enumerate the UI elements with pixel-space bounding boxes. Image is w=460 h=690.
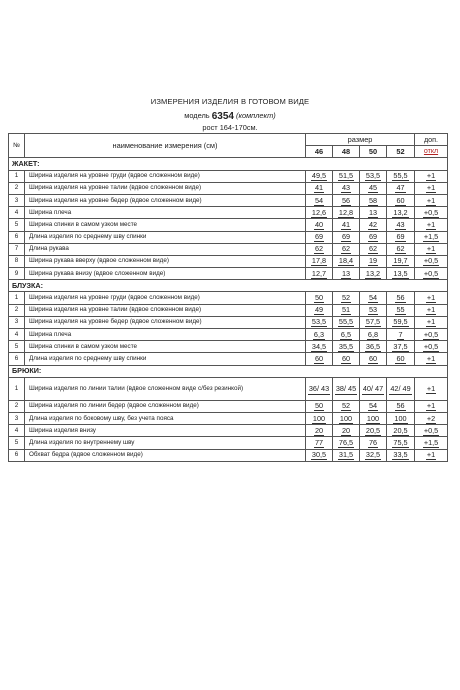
size-value: 55,5	[338, 317, 354, 327]
size-header: 46	[306, 146, 333, 158]
table-row	[9, 412, 448, 424]
size-value-cell	[306, 243, 333, 255]
tolerance-value: +1	[426, 244, 436, 254]
tolerance-value: +0,5	[423, 207, 439, 217]
size-value-cell	[306, 449, 333, 461]
row-number: 1	[9, 292, 25, 304]
tolerance-value: +1	[426, 219, 436, 229]
table-row	[9, 292, 448, 304]
document-header	[0, 97, 460, 132]
row-number: 4	[9, 207, 25, 219]
tolerance-cell	[415, 449, 448, 461]
size-value: 32,5	[365, 450, 381, 460]
size-value: 62	[368, 244, 378, 254]
table-row	[9, 231, 448, 243]
size-value-cell	[306, 194, 333, 206]
row-number: 3	[9, 194, 25, 206]
size-value: 100	[366, 413, 380, 423]
size-value: 69	[396, 232, 405, 242]
model-prefix: модель	[184, 111, 210, 120]
table-row	[9, 268, 448, 280]
size-value: 41	[341, 219, 351, 229]
tolerance-value: +2	[426, 413, 436, 423]
size-value: 13,2	[393, 207, 408, 217]
size-value-cell	[333, 170, 360, 182]
tolerance-value: +1,5	[423, 437, 439, 447]
size-value-cell	[333, 182, 360, 194]
size-value-cell	[387, 425, 415, 437]
size-value-cell	[360, 231, 387, 243]
size-value: 36/ 43	[308, 383, 330, 393]
size-value: 20	[341, 425, 351, 435]
size-value: 42	[368, 219, 378, 229]
col-header-dop: доп.	[415, 134, 448, 146]
size-value: 69	[368, 232, 378, 242]
size-value-cell	[306, 182, 333, 194]
size-value: 60	[341, 353, 351, 363]
size-value-cell	[387, 329, 415, 341]
table-row	[9, 329, 448, 341]
size-value: 54	[368, 401, 378, 411]
tolerance-value: +1	[426, 383, 436, 393]
size-value: 12,7	[311, 268, 327, 278]
size-value: 76,5	[338, 437, 354, 447]
section-header-row	[9, 280, 448, 292]
measurement-name: Длина изделия по среднему шву спинки	[25, 353, 306, 365]
size-value-cell	[360, 425, 387, 437]
size-value-cell	[333, 268, 360, 280]
row-number: 2	[9, 182, 25, 194]
section-header-row	[9, 158, 448, 170]
size-value-cell	[333, 377, 360, 400]
table-row	[9, 449, 448, 461]
size-value-cell	[306, 170, 333, 182]
measurement-name: Ширина изделия на уровне талии (вдвое сложенном виде)	[25, 304, 306, 316]
size-value: 56	[341, 195, 351, 205]
size-value-cell	[306, 219, 333, 231]
size-value: 50	[314, 401, 324, 411]
measurement-name: Длина изделия по среднему шву спинки	[25, 231, 306, 243]
tolerance-value: +0,5	[423, 425, 439, 435]
size-value: 35,5	[338, 341, 354, 351]
table-row	[9, 353, 448, 365]
size-value-cell	[387, 231, 415, 243]
size-value-cell	[387, 449, 415, 461]
size-value-cell	[333, 449, 360, 461]
size-value: 59,5	[393, 317, 408, 327]
row-number: 2	[9, 304, 25, 316]
tolerance-value: +1	[426, 450, 436, 460]
tolerance-cell	[415, 207, 448, 219]
size-value: 19,7	[393, 256, 408, 266]
size-value-cell	[306, 400, 333, 412]
size-value: 53,5	[365, 171, 381, 181]
model-suffix: (комплект)	[236, 111, 276, 120]
size-value: 43	[341, 183, 351, 193]
size-value: 75,5	[393, 437, 408, 447]
row-number: 4	[9, 329, 25, 341]
size-value-cell	[306, 255, 333, 267]
size-value-cell	[360, 170, 387, 182]
size-value: 31,5	[338, 450, 354, 460]
row-number: 8	[9, 255, 25, 267]
tolerance-value: +1	[426, 195, 436, 205]
size-value: 40	[314, 219, 324, 229]
measurement-name: Ширина плеча	[25, 207, 306, 219]
size-value-cell	[333, 243, 360, 255]
table-row	[9, 425, 448, 437]
size-value-cell	[360, 437, 387, 449]
table-row	[9, 207, 448, 219]
size-value: 6,8	[367, 329, 379, 339]
size-value-cell	[333, 207, 360, 219]
size-value: 33,5	[393, 450, 408, 460]
table-row	[9, 400, 448, 412]
size-value: 12,8	[338, 207, 354, 217]
size-value-cell	[387, 268, 415, 280]
size-value: 51	[341, 305, 351, 315]
measurement-name: Ширина изделия по линии бедер (вдвое сложенном виде)	[25, 400, 306, 412]
size-value-cell	[360, 341, 387, 353]
measurement-name: Ширина изделия на уровне груди (вдвое сложенном виде)	[25, 170, 306, 182]
tolerance-cell	[415, 231, 448, 243]
size-value: 13	[341, 268, 351, 278]
measurement-name: Обхват бедра (вдвое сложенном виде)	[25, 449, 306, 461]
size-value-cell	[333, 304, 360, 316]
size-value-cell	[387, 437, 415, 449]
size-value-cell	[306, 329, 333, 341]
row-number: 1	[9, 170, 25, 182]
size-value-cell	[333, 400, 360, 412]
size-value-cell	[306, 341, 333, 353]
row-number: 3	[9, 412, 25, 424]
size-value-cell	[333, 292, 360, 304]
size-value-cell	[360, 377, 387, 400]
size-value: 56	[396, 401, 405, 411]
measurement-name: Ширина изделия по линии талии (вдвое сложенном виде с/без резинкой)	[25, 377, 306, 400]
size-value: 54	[314, 195, 324, 205]
size-value-cell	[387, 207, 415, 219]
row-number: 2	[9, 400, 25, 412]
row-number: 7	[9, 243, 25, 255]
tolerance-value: +1	[426, 183, 436, 193]
table-row	[9, 194, 448, 206]
tolerance-value: +1	[426, 401, 436, 411]
size-value-cell	[360, 304, 387, 316]
size-header: 52	[387, 146, 415, 158]
table-row	[9, 182, 448, 194]
size-value: 51,5	[338, 171, 354, 181]
size-value-cell	[360, 449, 387, 461]
size-value: 54	[368, 293, 378, 303]
size-value: 41	[314, 183, 324, 193]
tolerance-value: +1	[426, 317, 436, 327]
size-value: 36,5	[365, 341, 381, 351]
size-value: 45	[368, 183, 378, 193]
height-range: рост 164-170см.	[202, 123, 258, 132]
col-header-num: №	[9, 134, 25, 158]
size-value-cell	[387, 341, 415, 353]
row-number: 9	[9, 268, 25, 280]
size-value: 49	[314, 305, 324, 315]
size-value: 30,5	[311, 450, 327, 460]
size-value-cell	[306, 377, 333, 400]
size-value: 55	[396, 305, 405, 315]
size-value: 34,5	[311, 341, 327, 351]
size-value-cell	[360, 329, 387, 341]
table-row	[9, 341, 448, 353]
size-header: 48	[333, 146, 360, 158]
size-value: 56	[396, 293, 405, 303]
tolerance-cell	[415, 316, 448, 328]
tolerance-value: +1	[426, 305, 436, 315]
measurement-name: Ширина изделия внизу	[25, 425, 306, 437]
section-title: ЖАКЕТ:	[9, 158, 448, 170]
size-value: 100	[312, 413, 326, 423]
tolerance-cell	[415, 329, 448, 341]
size-value-cell	[387, 255, 415, 267]
size-value-cell	[360, 412, 387, 424]
col-header-otkl: откл	[415, 146, 448, 158]
size-value-cell	[387, 243, 415, 255]
size-value-cell	[333, 329, 360, 341]
measurement-name: Длина рукава	[25, 243, 306, 255]
size-value: 18,4	[338, 256, 354, 266]
tolerance-cell	[415, 255, 448, 267]
table-row	[9, 219, 448, 231]
size-value-cell	[306, 304, 333, 316]
size-value-cell	[387, 353, 415, 365]
tolerance-cell	[415, 170, 448, 182]
tolerance-value: +0,5	[423, 256, 439, 266]
size-value: 53	[368, 305, 378, 315]
row-number: 6	[9, 231, 25, 243]
size-value: 62	[314, 244, 324, 254]
size-value: 60	[396, 353, 405, 363]
size-value-cell	[333, 425, 360, 437]
size-value: 55,5	[393, 171, 408, 181]
tolerance-value: +1,5	[423, 232, 439, 242]
measurement-name: Ширина плеча	[25, 329, 306, 341]
tolerance-value: +0,5	[423, 329, 439, 339]
size-value: 77	[314, 437, 324, 447]
tolerance-value: +1	[426, 171, 436, 181]
tolerance-value: +1	[426, 353, 436, 363]
size-value-cell	[360, 194, 387, 206]
row-number: 5	[9, 341, 25, 353]
measurement-name: Ширина спинки в самом узком месте	[25, 219, 306, 231]
table-row	[9, 170, 448, 182]
measurement-name: Ширина рукава внизу (вдвое сложенном виде)	[25, 268, 306, 280]
size-value: 20,5	[393, 425, 408, 435]
tolerance-cell	[415, 353, 448, 365]
row-number: 6	[9, 449, 25, 461]
size-value: 17,8	[311, 256, 327, 266]
size-value-cell	[360, 243, 387, 255]
size-value-cell	[333, 316, 360, 328]
measurement-name: Длина изделия по внутреннему шву	[25, 437, 306, 449]
size-value: 6,5	[340, 329, 352, 339]
size-value: 37,5	[393, 341, 408, 351]
size-value: 43	[396, 219, 405, 229]
size-value-cell	[306, 412, 333, 424]
col-header-name: наименование измерения (см)	[25, 134, 306, 158]
tolerance-cell	[415, 437, 448, 449]
size-value-cell	[306, 231, 333, 243]
size-value-cell	[306, 207, 333, 219]
section-title: БЛУЗКА:	[9, 280, 448, 292]
size-value: 100	[339, 413, 353, 423]
size-value-cell	[360, 268, 387, 280]
table-row	[9, 316, 448, 328]
tolerance-cell	[415, 377, 448, 400]
measurement-name: Ширина изделия на уровне талии (вдвое сложенном виде)	[25, 182, 306, 194]
tolerance-cell	[415, 304, 448, 316]
table-row	[9, 304, 448, 316]
row-number: 4	[9, 425, 25, 437]
section-title: БРЮКИ:	[9, 365, 448, 377]
tolerance-cell	[415, 243, 448, 255]
size-value: 20,5	[365, 425, 381, 435]
tolerance-value: +0,5	[423, 341, 439, 351]
size-value: 53,5	[311, 317, 327, 327]
measurement-name: Ширина изделия на уровне груди (вдвое сложенном виде)	[25, 292, 306, 304]
size-value-cell	[360, 353, 387, 365]
size-value: 58	[368, 195, 378, 205]
size-value-cell	[360, 400, 387, 412]
size-value: 52	[341, 293, 351, 303]
table-row	[9, 255, 448, 267]
size-value: 60	[396, 195, 405, 205]
size-value-cell	[333, 412, 360, 424]
row-number: 5	[9, 437, 25, 449]
tolerance-cell	[415, 341, 448, 353]
model-number: 6354	[211, 111, 234, 122]
size-value-cell	[360, 316, 387, 328]
size-value: 38/ 45	[335, 383, 357, 393]
size-value-cell	[333, 194, 360, 206]
tolerance-value: +0,5	[423, 268, 439, 278]
size-value: 100	[394, 413, 407, 423]
size-value: 57,5	[365, 317, 381, 327]
tolerance-cell	[415, 182, 448, 194]
size-value-cell	[360, 207, 387, 219]
row-number: 6	[9, 353, 25, 365]
size-value-cell	[333, 437, 360, 449]
table-row	[9, 377, 448, 400]
size-value-cell	[387, 194, 415, 206]
size-value: 50	[314, 293, 324, 303]
size-value: 76	[368, 437, 378, 447]
size-value: 19	[368, 256, 378, 266]
size-value-cell	[306, 316, 333, 328]
size-value: 69	[341, 232, 351, 242]
col-header-size: размер	[306, 134, 415, 146]
size-value-cell	[333, 353, 360, 365]
measurement-name: Длина изделия по боковому шву, без учета пояса	[25, 412, 306, 424]
size-value-cell	[387, 304, 415, 316]
size-value-cell	[306, 353, 333, 365]
size-header: 50	[360, 146, 387, 158]
size-value: 52	[341, 401, 351, 411]
size-value: 13,5	[393, 268, 408, 278]
measurement-name: Ширина спинки в самом узком месте	[25, 341, 306, 353]
size-value-cell	[360, 292, 387, 304]
size-value: 69	[314, 232, 324, 242]
row-number: 5	[9, 219, 25, 231]
tolerance-cell	[415, 292, 448, 304]
size-value-cell	[387, 182, 415, 194]
size-value-cell	[306, 425, 333, 437]
size-value-cell	[387, 219, 415, 231]
size-value: 62	[341, 244, 351, 254]
tolerance-cell	[415, 400, 448, 412]
size-value: 12,6	[311, 207, 327, 217]
table-row	[9, 437, 448, 449]
size-value-cell	[333, 219, 360, 231]
tolerance-cell	[415, 268, 448, 280]
measurement-name: Ширина изделия на уровне бедер (вдвое сложенном виде)	[25, 194, 306, 206]
measurements-table	[8, 133, 448, 462]
size-value: 13,2	[365, 268, 381, 278]
size-value-cell	[306, 268, 333, 280]
measurement-name: Ширина изделия на уровне бедер (вдвое сложенном виде)	[25, 316, 306, 328]
model-line	[0, 111, 460, 122]
table-row	[9, 243, 448, 255]
size-value-cell	[333, 341, 360, 353]
tolerance-cell	[415, 194, 448, 206]
size-value-cell	[306, 292, 333, 304]
size-value-cell	[387, 377, 415, 400]
size-value: 6,3	[313, 329, 325, 339]
size-value-cell	[333, 231, 360, 243]
size-value-cell	[387, 400, 415, 412]
size-value: 60	[314, 353, 324, 363]
size-value-cell	[387, 170, 415, 182]
size-value-cell	[360, 219, 387, 231]
size-value: 49,5	[311, 171, 327, 181]
size-value: 60	[368, 353, 378, 363]
measurement-name: Ширина рукава вверху (вдвое сложенном виде)	[25, 255, 306, 267]
tolerance-value: +1	[426, 293, 436, 303]
row-number: 1	[9, 377, 25, 400]
size-value: 7	[398, 329, 403, 339]
row-number: 3	[9, 316, 25, 328]
size-value-cell	[387, 292, 415, 304]
size-value: 40/ 47	[362, 383, 384, 393]
section-header-row	[9, 365, 448, 377]
size-value: 20	[314, 425, 324, 435]
size-value: 13	[368, 207, 378, 217]
size-value-cell	[387, 412, 415, 424]
size-value-cell	[333, 255, 360, 267]
size-value: 62	[396, 244, 405, 254]
size-value: 42/ 49	[390, 383, 411, 393]
size-value-cell	[360, 255, 387, 267]
size-value-cell	[360, 182, 387, 194]
tolerance-cell	[415, 425, 448, 437]
size-value-cell	[306, 437, 333, 449]
size-value: 47	[396, 183, 405, 193]
tolerance-cell	[415, 219, 448, 231]
tolerance-cell	[415, 412, 448, 424]
document-title: ИЗМЕРЕНИЯ ИЗДЕЛИЯ В ГОТОВОМ ВИДЕ	[150, 97, 310, 106]
size-value-cell	[387, 316, 415, 328]
